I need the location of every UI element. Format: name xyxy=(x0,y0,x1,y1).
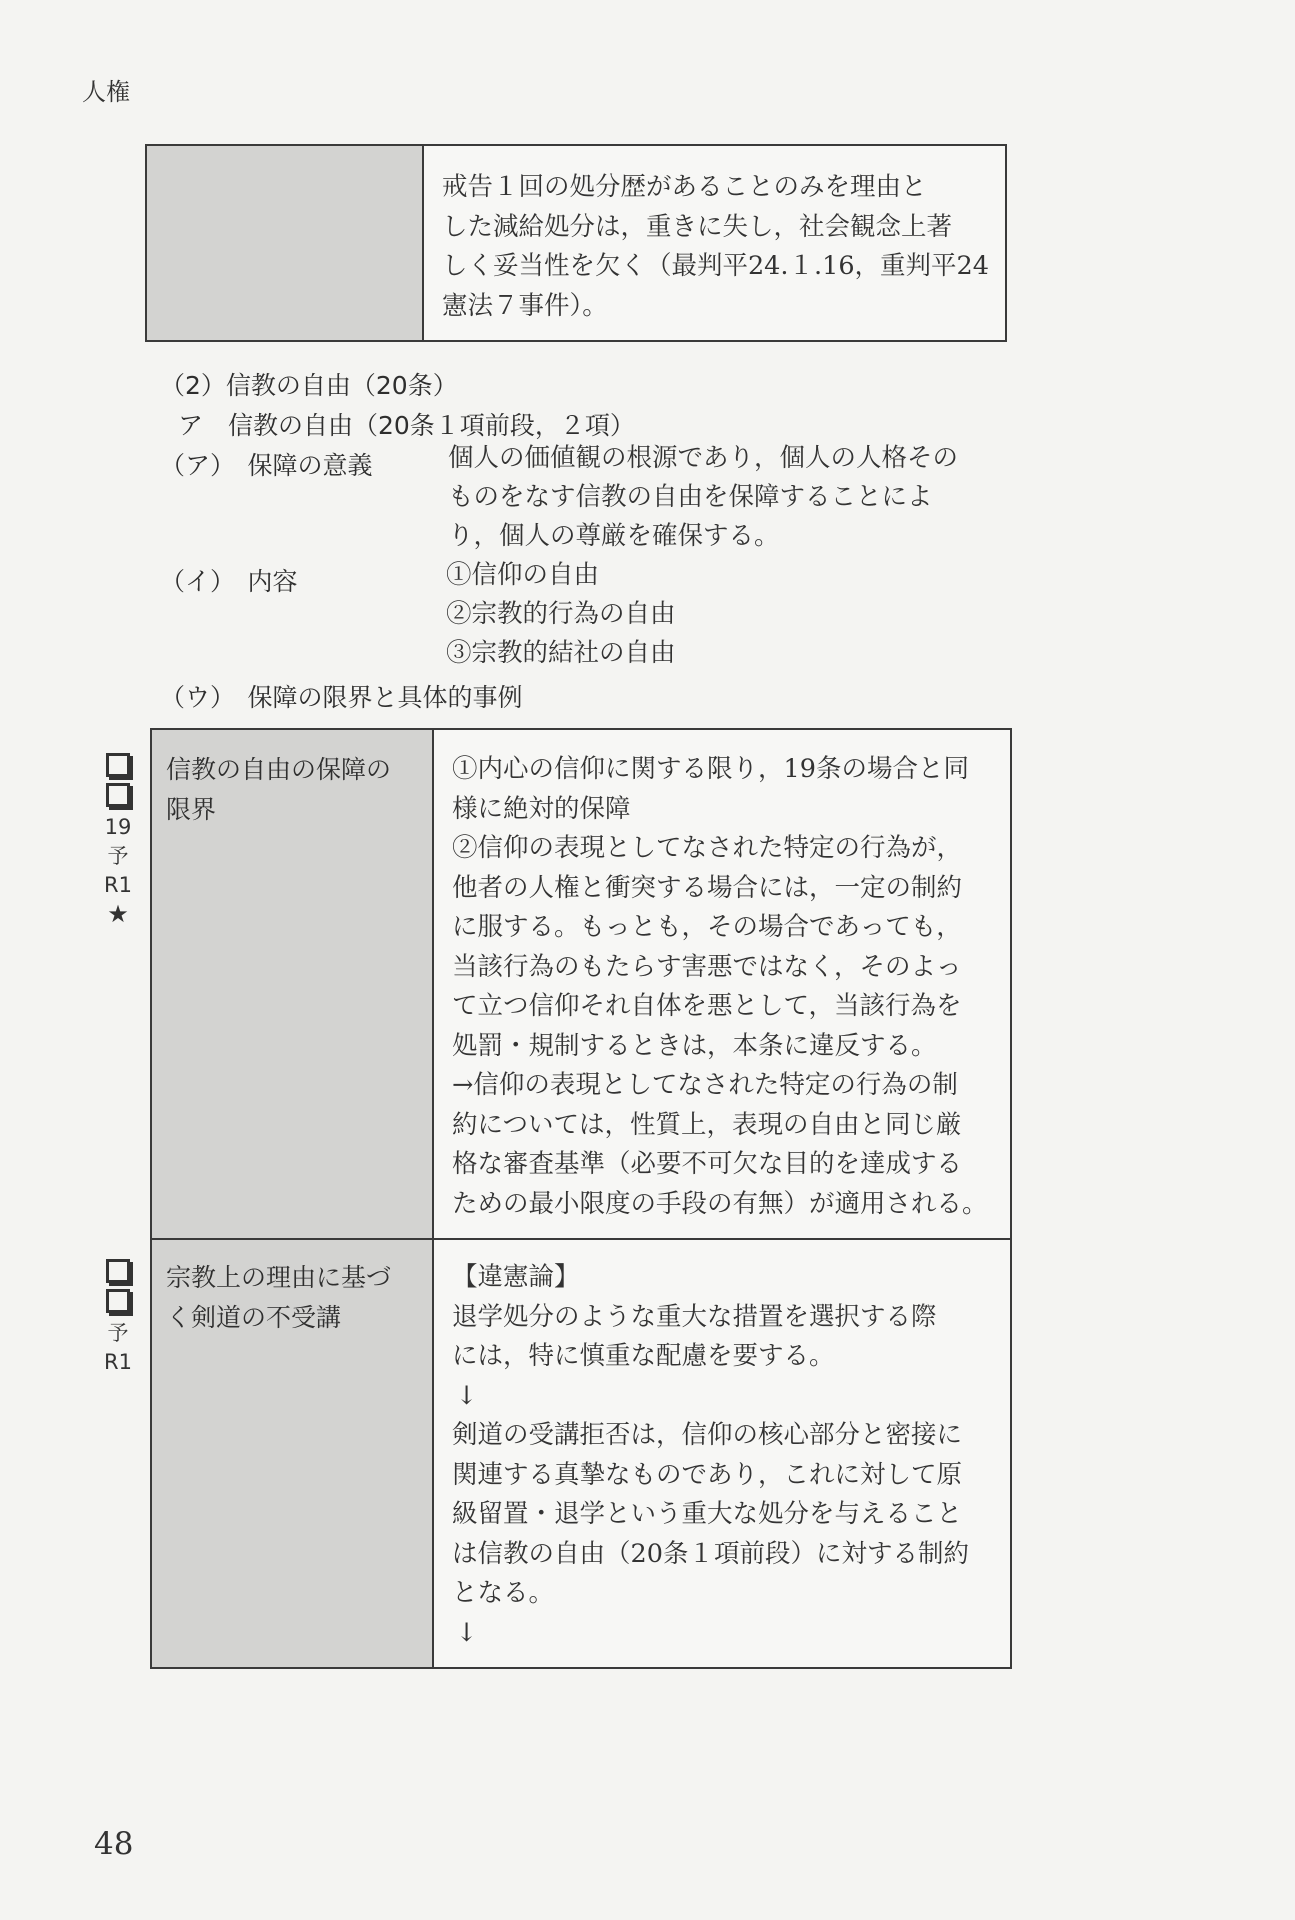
text-line: →信仰の表現としてなされた特定の行為の制 xyxy=(452,1070,958,1100)
row-heading-line: 信教の自由の保障の xyxy=(166,755,392,784)
running-header: 人権 xyxy=(82,78,130,106)
page-number: 48 xyxy=(94,1826,134,1862)
text-line: ③宗教的結社の自由 xyxy=(446,638,676,668)
mark-text: 予 xyxy=(107,1321,129,1345)
item-a-text xyxy=(448,439,958,556)
text-line: は信教の自由（20条１項前段）に対する制約 xyxy=(452,1538,969,1569)
text-line: ものをなす信教の自由を保障することによ xyxy=(448,482,933,512)
table-row xyxy=(151,1239,1011,1668)
mark-text: 19 xyxy=(104,815,132,839)
text-line: しく妥当性を欠く（最判平24.１.16，重判平24 xyxy=(441,251,989,281)
text-line: 【違憲論】 xyxy=(452,1262,580,1292)
row-heading-line: く剣道の不受講 xyxy=(166,1303,342,1332)
top-table xyxy=(145,144,1007,342)
text-line: 格な審査基準（必要不可欠な目的を達成する xyxy=(452,1149,963,1179)
text-line: ①信仰の自由 xyxy=(446,560,600,590)
text-line: 剣道の受講拒否は，信仰の核心部分と密接に xyxy=(452,1420,963,1450)
text-line: ①内心の信仰に関する限り，19条の場合と同 xyxy=(452,754,969,784)
text-line: ②宗教的行為の自由 xyxy=(446,599,676,629)
row-heading-cell xyxy=(151,729,433,1239)
row-heading-line: 宗教上の理由に基づ xyxy=(166,1263,392,1292)
text-line: には，特に慎重な配慮を要する。 xyxy=(452,1341,835,1371)
item-a-label: （ア） 保障の意義 xyxy=(160,451,373,480)
text-line: 級留置・退学という重大な処分を与えること xyxy=(452,1499,963,1529)
checkbox-icon[interactable] xyxy=(106,783,130,807)
table-row xyxy=(151,729,1011,1239)
main-table xyxy=(150,728,1012,1669)
text-line: となる。 xyxy=(452,1578,555,1608)
item-b-label: （イ） 内容 xyxy=(160,567,298,596)
text-line: り，個人の尊厳を確保する。 xyxy=(448,521,780,551)
mark-text: R1 xyxy=(104,873,132,897)
mark-text: 予 xyxy=(107,844,129,868)
down-arrow-icon: ↓ xyxy=(456,1380,478,1411)
text-line: て立つ信仰それ自体を悪として，当該行為を xyxy=(452,991,962,1021)
text-line: 個人の価値観の根源であり，個人の人格その xyxy=(448,443,959,473)
row-heading-cell xyxy=(151,1239,433,1668)
text-line: 様に絶対的保障 xyxy=(452,793,631,824)
row-heading-line: 限界 xyxy=(166,795,217,824)
checkbox-icon[interactable] xyxy=(106,753,130,777)
text-line: ための最小限度の手段の有無）が適用される。 xyxy=(452,1188,988,1219)
text-line: 当該行為のもたらす害悪ではなく，そのよっ xyxy=(452,951,962,982)
row-content-cell xyxy=(433,729,1011,1239)
down-arrow-icon: ↓ xyxy=(456,1617,478,1648)
text-line: ②信仰の表現としてなされた特定の行為が， xyxy=(452,833,963,863)
text-line: 戒告１回の処分歴があることのみを理由と xyxy=(441,172,927,202)
text-line: 関連する真摯なものであり，これに対して原 xyxy=(452,1459,963,1490)
mark-text: R1 xyxy=(104,1350,132,1374)
star-icon: ★ xyxy=(107,900,129,928)
checkbox-icon[interactable] xyxy=(106,1289,130,1313)
text-line: 約については，性質上，表現の自由と同じ厳 xyxy=(452,1109,962,1140)
margin-marks-1 xyxy=(98,750,138,929)
item-c-label: （ウ） 保障の限界と具体的事例 xyxy=(160,683,523,712)
subsection-heading: ア 信教の自由（20条１項前段，２項） xyxy=(178,411,635,440)
section-heading: （2）信教の自由（20条） xyxy=(160,371,458,400)
top-table-right-cell xyxy=(423,145,1006,341)
margin-marks-2 xyxy=(98,1256,138,1377)
text-line: 憲法７事件）。 xyxy=(441,290,608,321)
row-content-cell xyxy=(433,1239,1011,1668)
text-line: 退学処分のような重大な措置を選択する際 xyxy=(452,1301,937,1332)
checkbox-icon[interactable] xyxy=(106,1259,130,1283)
text-line: した減給処分は，重きに失し，社会観念上著 xyxy=(441,211,952,242)
text-line: 処罰・規制するときは，本条に違反する。 xyxy=(452,1030,937,1061)
item-b-text xyxy=(446,556,676,673)
text-line: に服する。もっとも，その場合であっても， xyxy=(452,912,962,942)
top-table-left-cell xyxy=(146,145,423,341)
text-line: 他者の人権と衝突する場合には，一定の制約 xyxy=(452,872,963,903)
